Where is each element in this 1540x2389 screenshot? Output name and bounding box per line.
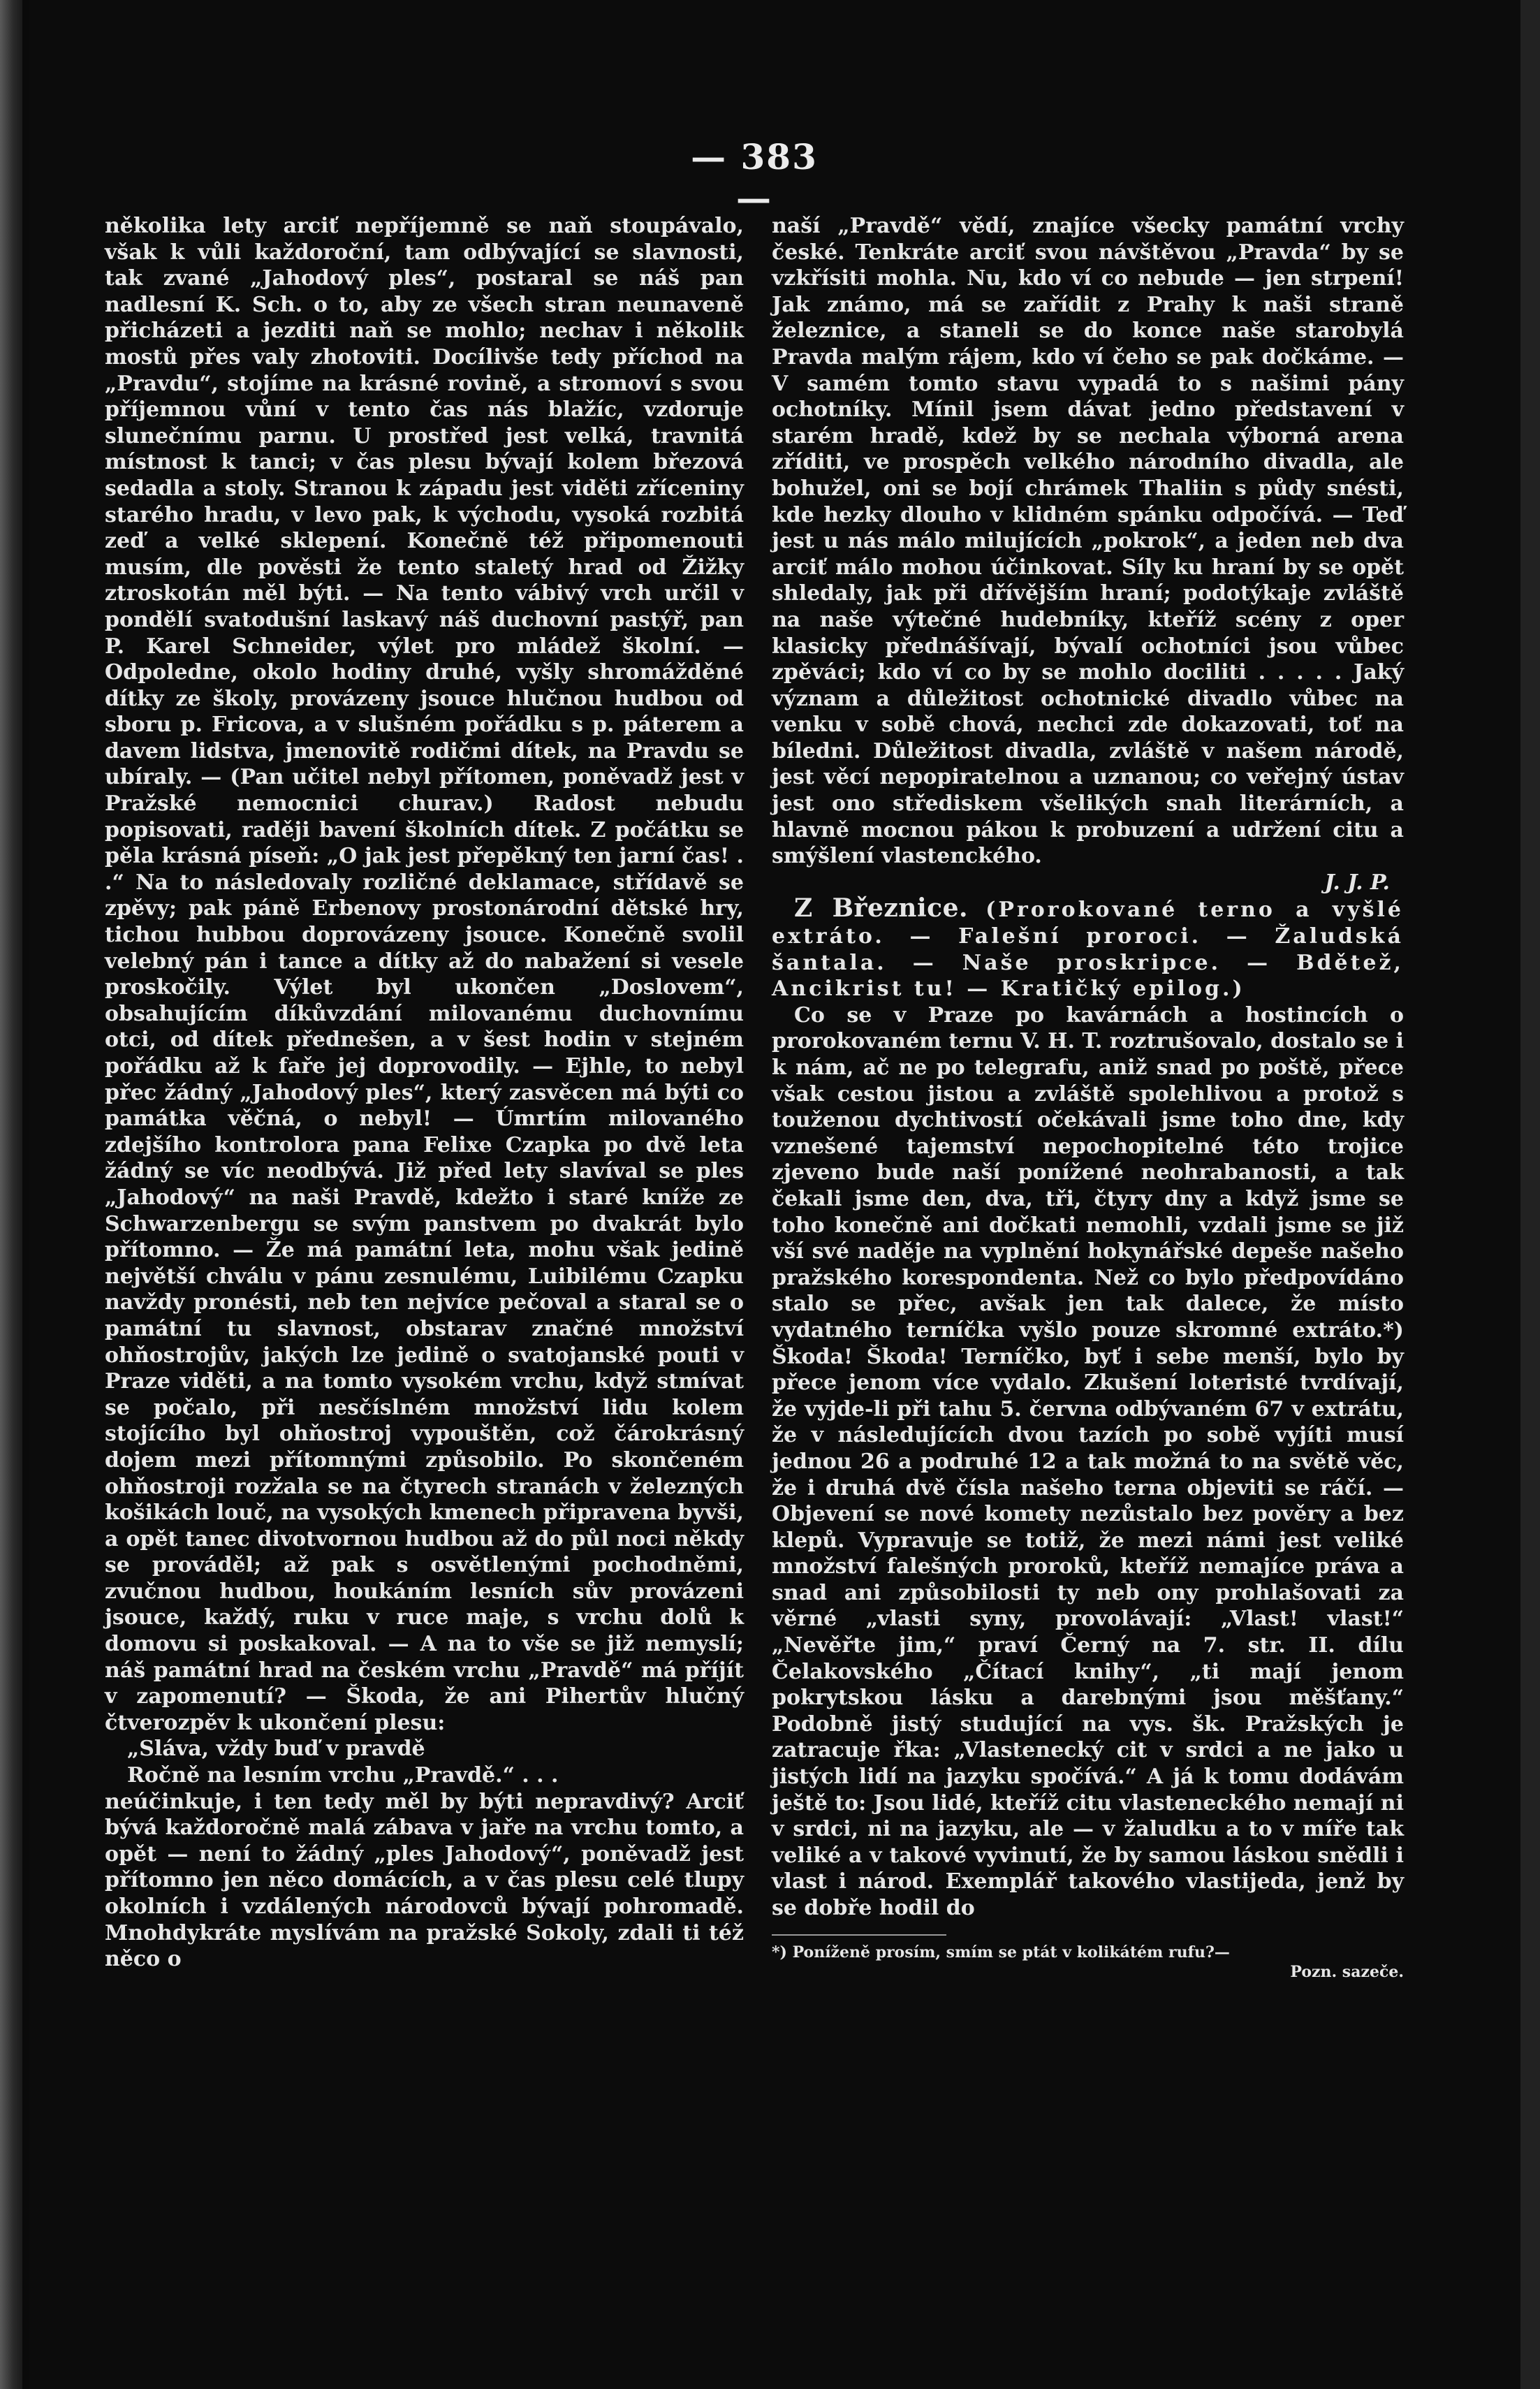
right-column-text-2: Co se v Praze po kavárnách a hostincích o prorokovaném ternu V. H. T. roztrušovalo, dostalo se i k nám, ač ne po telegrafu, aniž snad po poště, přece však cestou jistou a zvláště spolehlivou a protož s touženou dychtivostí očekávali jsme toho dne, kdy vznešené tajemství nepochopitelné této trojice zjeveno bude naší ponížené neohrabanosti, a tak čekali jsme den, dva, tři, čtyry dny a když jsme se toho konečně ani dočkati nemohli, vzdali jsme se již vší své naděje na vyplnění hokynářské depeše našeho pražského korespondenta. Než co bylo předpovídáno stalo se přec, avšak jen tak dalece, že místo vydatného terníčka vyšlo pouze skromné extráto.*) Škoda! Škoda! Terníčko, byť i sebe menší, bylo by přece jenom více vydalo. Zkušení loteristé tvrdívají, že vyjde-li při tahu 5. června odbývaném 67 v extrátu, že v následujících dvou tazích po sobě vyjíti musí jednou 26 a podruhé 12 a tak možná to na světě věc, že i druhá dvě čísla našeho terna objeviti se ráčí. — Objevení se nové komety nezůstalo bez pověry a bez klepů. Vypravuje se totiž, že mezi námi jest veliké množství falešných proroků, kteříž nemajíce práva a snad ani způsobilosti ty neb ony prohlašovati za věrné „vlasti syny, provolávají: „Vlast! vlast!“ „Nevěřte jim,“ praví Černý na 7. str. II. dílu Čelakovského „Čítací knihy“, „ti mají jenom pokrytskou lásku a darebnými jsou měšťany.“ Podobně jistý studující na vys. šk. Pražských je zatracuje řka: „Vlastenecký cit v srdci a ne jako u jistých lidí na jazyku spočívá.“ A já k tomu dodávám ještě to: Jsou lidé, kteříž citu vlasteneckého nemají ni v srdci, ni na jazyku, ale — v žaludku a to v míře tak veliké a v takové vyvinutí, že by samou láskou snědli i vlast i národ. Exemplář takového vlastijeda, jenž by se dobře hodil do: [772, 1002, 1404, 1920]
footnote-signature: Pozn. sazeče.: [1290, 1962, 1404, 1981]
footnote: *) Poníženě prosím, smím se ptát v kolikátém rufu?—: [772, 1943, 1230, 1961]
left-column-text-2: neúčinkuje, i ten tedy měl by býti nepravdivý? Arciť bývá každoročně malá zábava v jaře na vrchu tomto, a opět — není to žádný „ples Jahodový“, poněvadž jest přítomno jen něco domácích, a v čas plesu celé tlupy okolních i vzdálených národovců bývají pohromadě. Mnohdykráte myslívám na pražské Sokoly, zdali ti též něco o: [105, 1789, 744, 1972]
binding-strip: [0, 0, 22, 2389]
verse-line-1: „Sláva, vždy buď v pravdě: [127, 1737, 425, 1762]
right-column-text: naší „Pravdě“ vědí, znajíce všecky památní vrchy české. Tenkráte arciť svou návštěvou „Pravda“ by se vzkřísiti mohla. Nu, kdo ví co nebude — jen strpení! Jak známo, má se zařídit z Prahy k naši straně železnice, a staneli se do konce naše starobylá Pravda malým rájem, kdo ví čeho se pak dočkáme. — V samém tomto stavu vypadá to s našimi pány ochotníky. Mínil jsem dávat jedno představení v starém hradě, kdež by se nechala výborná arena zříditi, ve prospěch velkého národního divadla, ale bohužel, oni se bojí chrámek Thaliin s půdy snésti, kde hezky dlouho v klidném spánku odpočívá. — Teď jest u nás málo milujících „pokrok“, a jeden neb dva arciť málo mohou účinkovat. Síly ku hraní by se opět shledaly, jak při dřívějším hraní; podotýkaje zvláště na naše výtečné hudebníky, kteříž scény z oper klasicky přednášívají, bývalí ochotníci jsou vůbec zpěváci; kdo ví co by se mohlo dociliti . . . . . Jaký význam a důležitost ochotnické divadlo vůbec na venku v sobě chová, nechci zde dokazovati, toť na bíledni. Důležitost divadla, zvláště v našem národě, jest věcí nepopiratelnou a uznanou; co veřejný ústav jest ono střediskem všelikých snah literárních, a hlavně mocnou pákou k probuzení a udržení citu a smýšlení vlastenckého.: [772, 214, 1404, 869]
footnote-rule: [772, 1934, 946, 1936]
left-column: [105, 213, 744, 1973]
right-column: [772, 213, 1404, 1982]
page-right-edge: [1520, 0, 1540, 2389]
section-heading: Z Březnice.: [794, 893, 969, 923]
page-number: — 383 —: [691, 136, 818, 219]
page-edge: [22, 0, 29, 2389]
verse-line-2: Ročně na lesním vrchu „Pravdě.“ . . .: [127, 1763, 559, 1788]
article-signature: J. J. P.: [1324, 870, 1390, 895]
left-column-text: několika lety arciť nepříjemně se naň stoupávalo, však k vůli každoroční, tam odbývající se slavnosti, tak zvané „Jahodový ples“, postaral se náš pan nadlesní K. Sch. o to, aby ze všech stran neunaveně přicházeti a jezditi naň se mohlo; nechav i několik mostů přes valy zhotoviti. Docílivše tedy příchod na „Pravdu“, stojíme na krásné rovině, a stromoví s svou příjemnou vůní v tento čas nás blažíc, vzdoruje slunečnímu parnu. U prostřed jest velká, travnitá místnost k tanci; v čas plesu bývají kolem březová sedadla a stoly. Stranou k západu jest viděti zříceniny starého hradu, v levo pak, k východu, vysoká rozbitá zeď a velké sklepení. Konečně též připomenouti musím, dle pověsti že tento staletý hrad od Žižky ztroskotán měl býti. — Na tento vábivý vrch určil v pondělí svatodušní laskavý náš duchovní pastýř, pan P. Karel Schneider, výlet pro mládež školní. — Odpoledne, okolo hodiny druhé, vyšly shromážděné dítky ze školy, provázeny jsouce hlučnou hudbou od sboru p. Fricova, a v slušném pořádku s p. páterem a davem lidstva, jmenovitě rodičmi dítek, na Pravdu se ubíraly. — (Pan učitel nebyl přítomen, poněvadž jest v Pražské nemocnici churav.) Radost nebudu popisovati, raději bavení školních dítek. Z počátku se pěla krásná píseň: „O jak jest přepěkný ten jarní čas! . .“ Na to následovaly rozličné deklamace, střídavě se zpěvy; pak páně Erbenovy prostonárodní dětské hry, tichou hubbou doprovázeny jsouce. Konečně svolil velebný pán i tance a dítky až do nabažení si vesele proskočily. Výlet byl ukončen „Doslovem“, obsahujícím díkůvzdání milovanému duchovnímu otci, od dítek přednešen, a v šest hodin v stejném pořádku až k faře jej doprovodily. — Ejhle, to nebyl přec žádný „Jahodový ples“, který zasvěcen má býti co památka věčná, o nebyl! — Úmrtím milovaného zdejšího kontrolora pana Felixe Czapka po dvě leta žádný se víc neodbývá. Již před lety slavíval se ples „Jahodový“ na naši Pravdě, kdežto i staré kníže ze Schwarzenbergu se svým panstvem po dvakrát bylo přítomno. — Že má památní leta, mohu však jedině největší chválu v pánu zesnulému, Luibilému Czapku navždy pronésti, neb ten nejvíce pečoval a staral se o památní tu slavnost, obstarav značné množství ohňostrojův, jakých lze jedině o svatojanské pouti v Praze viděti, a na tomto vysokém vrchu, když stmívat se počalo, při nesčíslném množství lidu kolem stojícího byl ohňostroj vypouštěn, což čárokrásný dojem mezi přítomnými způsobilo. Po skončeném ohňostroji rozžala se na čtyrech stranách v železných košikách louč, na vysokých kmenech připravena byvši, a opět tanec divotvornou hudbou až do půl noci někdy se prováděl; až pak s osvětlenými pochodněmi, zvučnou hudbou, houkáním lesních sův provázeni jsouce, každý, ruku v ruce maje, s vrchu dolů k domovu si poskakoval. — A na to vše se již nemyslí; náš památní hrad na českém vrchu „Pravdě“ má příjít v zapomenutí? — Škoda, že ani Pihertův hlučný čtverozpěv k ukončení plesu:: [105, 214, 744, 1735]
section-subheading: (Prorokované terno a vyšlé extráto. — Falešní proroci. — Žaludská šantala. — Naše proskripce. — Bdětež, Ancikrist tu! — Kratičký epilog.): [772, 898, 1404, 1002]
